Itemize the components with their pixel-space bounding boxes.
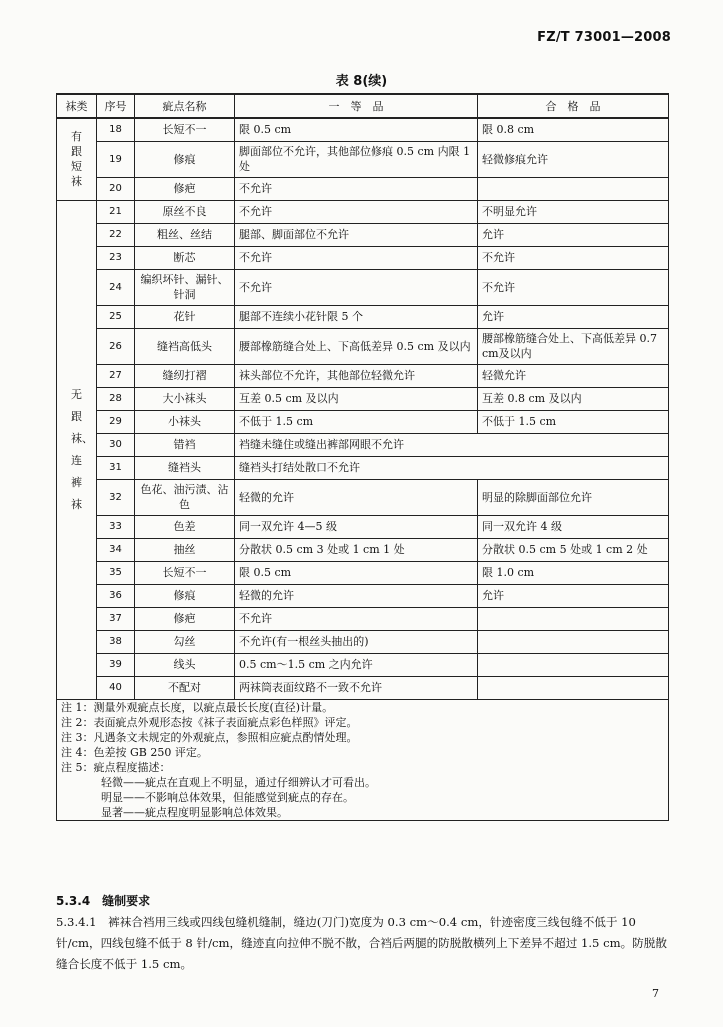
defect-name: 花针: [135, 305, 235, 328]
qualified-grade-cell: 不允许: [478, 269, 669, 305]
table-row: [57, 515, 669, 538]
defect-name: 修痕: [135, 141, 235, 177]
qualified-grade-cell: 不允许: [478, 246, 669, 269]
first-grade-cell: 脚面部位不允许，其他部位修痕 0.5 cm 内限 1 处: [235, 141, 478, 177]
first-grade-cell: 不允许: [235, 607, 478, 630]
note-1: 注 1：测量外观疵点长度，以疵点最长长度(直径)计量。: [61, 700, 334, 714]
qualified-grade-cell: 允许: [478, 223, 669, 246]
table-row: [57, 177, 669, 200]
table-row: [57, 387, 669, 410]
category-cell: [57, 200, 97, 699]
row-number: 36: [97, 584, 135, 607]
category-label: 无跟袜、连裤袜: [71, 387, 93, 511]
first-grade-cell: 同一双允许 4—5 级: [235, 515, 478, 538]
table-row: [57, 141, 669, 177]
row-number: 21: [97, 200, 135, 223]
table-row: [57, 433, 669, 456]
row-number: 32: [97, 479, 135, 515]
section-paragraph: 5.3.4.1 裤袜合裆用三线或四线包缝机缝制，缝边(刀门)宽度为 0.3 cm～0.4 cm，针迹密度三线包缝不低于 10 针/cm，四线包缝不低于 8 针/cm，缝迹直向拉伸不脱不散，合裆后两腿的防脱散横列上下差异不超过 1.5 cm。防脱散缝合长度不低于 1.5 cm。: [56, 915, 667, 971]
row-number: 35: [97, 561, 135, 584]
defect-name: 色花、油污渍、沾色: [135, 479, 235, 515]
table-row: [57, 269, 669, 305]
note-5-significant: 显著——疵点程度明显影响总体效果。: [101, 805, 288, 819]
defect-name: 色差: [135, 515, 235, 538]
defect-name: 不配对: [135, 676, 235, 699]
table-row: [57, 118, 669, 141]
first-grade-cell: 不允许: [235, 269, 478, 305]
row-number: 28: [97, 387, 135, 410]
category-cell: [57, 118, 97, 200]
note-4: 注 4：色差按 GB 250 评定。: [61, 745, 208, 759]
first-grade-cell: 轻微的允许: [235, 584, 478, 607]
defect-name: 缝纫打褶: [135, 364, 235, 387]
first-grade-cell: 两袜筒表面纹路不一致不允许: [235, 676, 478, 699]
table-row: [57, 479, 669, 515]
category-label: 有跟短袜: [71, 130, 82, 189]
defect-name: 修痕: [135, 584, 235, 607]
qualified-grade-cell: [478, 607, 669, 630]
defect-name: 线头: [135, 653, 235, 676]
row-number: 27: [97, 364, 135, 387]
defect-name: 修疤: [135, 607, 235, 630]
header-category: 袜类: [57, 94, 97, 118]
table-row: [57, 584, 669, 607]
header-number: 序号: [97, 94, 135, 118]
notes-row: [57, 699, 669, 820]
section-heading: 5.3.4 缝制要求: [56, 894, 151, 908]
qualified-grade-cell: 轻微允许: [478, 364, 669, 387]
table-row: [57, 630, 669, 653]
qualified-grade-cell: 允许: [478, 584, 669, 607]
defect-name: 原丝不良: [135, 200, 235, 223]
row-number: 18: [97, 118, 135, 141]
header-qualified-grade: 合 格 品: [478, 94, 669, 118]
merged-grade-cell: 缝裆头打结处散口不允许: [235, 456, 669, 479]
note-5-obvious: 明显——不影响总体效果，但能感觉到疵点的存在。: [101, 790, 354, 804]
first-grade-cell: 腿部不连续小花针限 5 个: [235, 305, 478, 328]
defect-name: 粗丝、丝结: [135, 223, 235, 246]
header-first-grade: 一 等 品: [235, 94, 478, 118]
qualified-grade-cell: [478, 653, 669, 676]
note-3: 注 3：凡遇条文未规定的外观疵点，参照相应疵点酌情处理。: [61, 730, 358, 744]
table-row: [57, 676, 669, 699]
row-number: 31: [97, 456, 135, 479]
table-header-row: [57, 94, 669, 118]
defect-name: 编织坏针、漏针、针洞: [135, 269, 235, 305]
defects-table: [56, 93, 669, 821]
defect-name: 小袜头: [135, 410, 235, 433]
qualified-grade-cell: 限 1.0 cm: [478, 561, 669, 584]
defect-name: 错裆: [135, 433, 235, 456]
first-grade-cell: 不允许: [235, 177, 478, 200]
row-number: 33: [97, 515, 135, 538]
defect-name: 修疤: [135, 177, 235, 200]
page-number: 7: [652, 987, 659, 1000]
first-grade-cell: 限 0.5 cm: [235, 561, 478, 584]
first-grade-cell: 腿部、脚面部位不允许: [235, 223, 478, 246]
defect-name: 断芯: [135, 246, 235, 269]
table-row: [57, 538, 669, 561]
row-number: 30: [97, 433, 135, 456]
table-row: [57, 561, 669, 584]
row-number: 38: [97, 630, 135, 653]
first-grade-cell: 限 0.5 cm: [235, 118, 478, 141]
table-row: [57, 456, 669, 479]
first-grade-cell: 不低于 1.5 cm: [235, 410, 478, 433]
row-number: 19: [97, 141, 135, 177]
qualified-grade-cell: 腰部橡筋缝合处上、下高低差异 0.7 cm及以内: [478, 328, 669, 364]
row-number: 39: [97, 653, 135, 676]
row-number: 23: [97, 246, 135, 269]
table-row: [57, 607, 669, 630]
note-5: 注 5：疵点程度描述：: [61, 760, 171, 774]
qualified-grade-cell: 限 0.8 cm: [478, 118, 669, 141]
table-row: [57, 223, 669, 246]
row-number: 40: [97, 676, 135, 699]
row-number: 26: [97, 328, 135, 364]
table-row: [57, 410, 669, 433]
defect-name: 勾丝: [135, 630, 235, 653]
table-notes: [57, 699, 669, 820]
row-number: 22: [97, 223, 135, 246]
qualified-grade-cell: [478, 676, 669, 699]
merged-grade-cell: 裆缝未缝住或缝出裤部网眼不允许: [235, 433, 669, 456]
qualified-grade-cell: [478, 177, 669, 200]
first-grade-cell: 袜头部位不允许，其他部位轻微允许: [235, 364, 478, 387]
qualified-grade-cell: 明显的除脚面部位允许: [478, 479, 669, 515]
note-2: 注 2：表面疵点外观形态按《袜子表面疵点彩色样照》评定。: [61, 715, 358, 729]
row-number: 25: [97, 305, 135, 328]
table-row: [57, 305, 669, 328]
qualified-grade-cell: [478, 630, 669, 653]
row-number: 20: [97, 177, 135, 200]
qualified-grade-cell: 不低于 1.5 cm: [478, 410, 669, 433]
table-row: [57, 328, 669, 364]
first-grade-cell: 不允许: [235, 200, 478, 223]
row-number: 29: [97, 410, 135, 433]
defect-name: 大小袜头: [135, 387, 235, 410]
table-row: [57, 653, 669, 676]
qualified-grade-cell: 不明显允许: [478, 200, 669, 223]
defect-name: 长短不一: [135, 118, 235, 141]
first-grade-cell: 轻微的允许: [235, 479, 478, 515]
qualified-grade-cell: 允许: [478, 305, 669, 328]
first-grade-cell: 0.5 cm～1.5 cm 之内允许: [235, 653, 478, 676]
header-defect-name: 疵点名称: [135, 94, 235, 118]
row-number: 24: [97, 269, 135, 305]
first-grade-cell: 不允许(有一根丝头抽出的): [235, 630, 478, 653]
table-row: [57, 200, 669, 223]
note-5-slight: 轻微——疵点在直观上不明显，通过仔细辨认才可看出。: [101, 775, 376, 789]
defect-name: 缝裆高低头: [135, 328, 235, 364]
row-number: 34: [97, 538, 135, 561]
defect-name: 缝裆头: [135, 456, 235, 479]
qualified-grade-cell: 同一双允许 4 级: [478, 515, 669, 538]
first-grade-cell: 腰部橡筋缝合处上、下高低差异 0.5 cm 及以内: [235, 328, 478, 364]
first-grade-cell: 不允许: [235, 246, 478, 269]
table-row: [57, 246, 669, 269]
first-grade-cell: 互差 0.5 cm 及以内: [235, 387, 478, 410]
qualified-grade-cell: 分散状 0.5 cm 5 处或 1 cm 2 处: [478, 538, 669, 561]
defect-name: 长短不一: [135, 561, 235, 584]
table-row: [57, 364, 669, 387]
defect-name: 抽丝: [135, 538, 235, 561]
standard-code: FZ/T 73001—2008: [537, 30, 671, 45]
first-grade-cell: 分散状 0.5 cm 3 处或 1 cm 1 处: [235, 538, 478, 561]
table-title: 表 8(续): [335, 74, 388, 89]
qualified-grade-cell: 互差 0.8 cm 及以内: [478, 387, 669, 410]
row-number: 37: [97, 607, 135, 630]
qualified-grade-cell: 轻微修痕允许: [478, 141, 669, 177]
